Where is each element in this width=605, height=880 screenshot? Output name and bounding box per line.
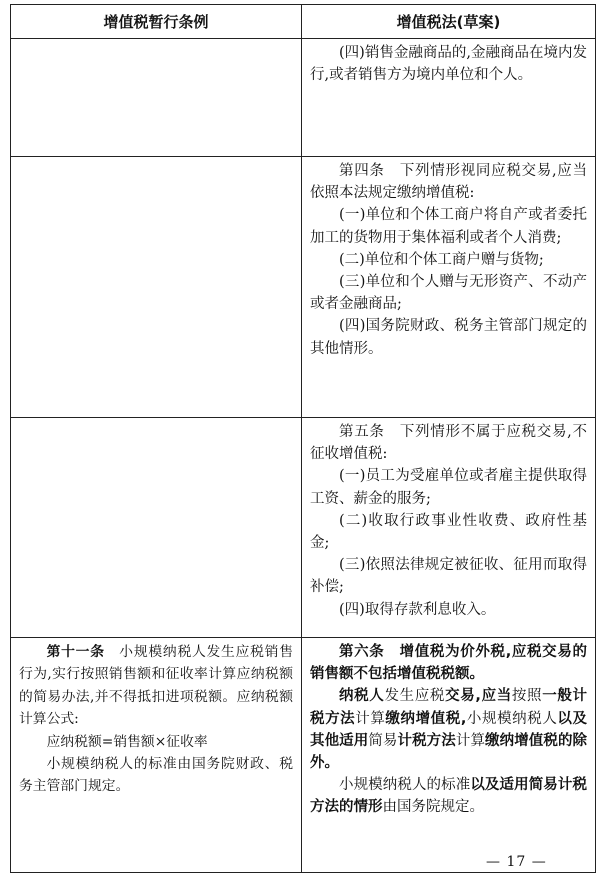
text-span: 以及适用简易计税方法的情形: [310, 777, 587, 816]
text-span: 以及其他适用: [310, 710, 588, 749]
text-span: 计算: [455, 732, 486, 749]
page-number: — 17 —: [486, 854, 547, 870]
tax-formula: [19, 731, 293, 753]
text-span: 按照: [511, 688, 543, 705]
draft-paragraph: (四)取得存款利息收入。: [339, 601, 496, 618]
text-span: 交易,应当: [445, 688, 512, 705]
table-header-row: [11, 5, 596, 39]
article-5-heading: 第五条 下列情形不属于应税交易,不征收增值税:: [310, 424, 587, 463]
draft-cell: [302, 157, 596, 418]
draft-paragraph: (三)单位和个人赠与无形资产、不动产或者金融商品;: [310, 274, 587, 313]
draft-paragraph: [310, 774, 587, 818]
article-11-paragraph: [19, 641, 293, 731]
text-span: 计税方法: [397, 732, 456, 749]
header-current-regulations: 增值税暂行条例: [11, 5, 302, 39]
draft-paragraph: (四)销售金融商品的,金融商品在境内发行,或者销售方为境内单位和个人。: [310, 45, 587, 84]
text-span: 缴纳增值税的除外。: [310, 732, 588, 772]
draft-paragraph: [310, 685, 587, 774]
draft-paragraph: (二)单位和个体工商户赠与货物;: [339, 251, 544, 268]
table-row: [11, 157, 596, 418]
draft-paragraph: (四)国务院财政、税务主管部门规定的其他情形。: [310, 318, 587, 357]
text-span: 小规模纳税人的标准: [339, 777, 471, 794]
text-span: 计算: [355, 710, 386, 727]
tax-formula-text: 应纳税额=销售额×征收率: [46, 733, 208, 750]
draft-paragraph: (二)收取行政事业性收费、政府性基金;: [310, 512, 587, 552]
draft-paragraph: (一)员工为受雇单位或者雇主提供取得工资、薪金的服务;: [310, 468, 587, 507]
text-span: 纳税人: [339, 688, 385, 705]
regulation-cell-empty: [11, 418, 302, 638]
table-row: [11, 39, 596, 157]
article-6-paragraph: [310, 641, 587, 685]
table-row: [11, 418, 596, 638]
draft-cell: [302, 638, 596, 873]
article-6-text: 第六条 增值税为价外税,应税交易的销售额不包括增值税税额。: [310, 644, 587, 683]
text-span: 一般计税方法: [310, 688, 588, 727]
draft-paragraph: (一)单位和个体工商户将自产或者委托加工的货物用于集体福利或者个人消费;: [310, 207, 587, 246]
article-11-label: 第十一条: [46, 644, 105, 660]
draft-cell: [302, 418, 596, 638]
header-draft-law: 增值税法(草案): [302, 5, 596, 39]
regulation-cell-empty: [11, 157, 302, 418]
draft-cell: [302, 39, 596, 157]
text-span: 简易: [368, 732, 398, 749]
comparison-table: [10, 4, 596, 873]
regulation-cell-empty: [11, 39, 302, 157]
article-11-text: 小规模纳税人发生应税销售行为,实行按照销售额和征收率计算应纳税额的简易办法,并不得抵扣进项税额。应纳税额计算公式:: [19, 644, 294, 728]
text-span: 小规模纳税人: [466, 710, 558, 727]
regulation-paragraph: [19, 753, 293, 798]
article-4-heading: 第四条 下列情形视同应税交易,应当依照本法规定缴纳增值税:: [310, 163, 587, 202]
draft-paragraph: (三)依照法律规定被征收、征用而取得补偿;: [310, 557, 587, 596]
text-span: 缴纳增值税,: [385, 710, 467, 727]
text-span: 发生应税: [384, 688, 446, 705]
regulation-text: 小规模纳税人的标准由国务院财政、税务主管部门规定。: [19, 756, 293, 795]
table-row: [11, 638, 596, 873]
text-span: 由国务院规定。: [382, 799, 484, 816]
regulation-cell: [11, 638, 302, 873]
